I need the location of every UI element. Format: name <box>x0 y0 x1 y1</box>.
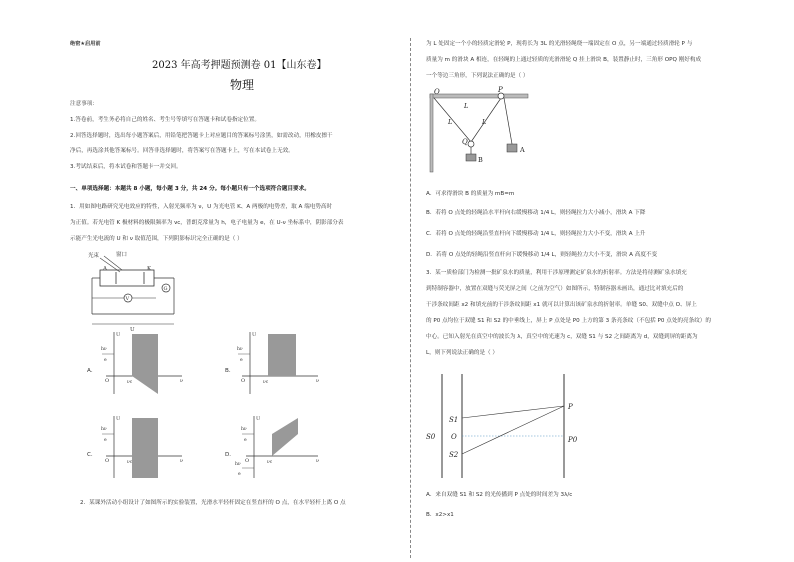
svg-text:A: A <box>520 146 525 154</box>
svg-text:e: e <box>244 438 247 443</box>
q1-line: 示能产生光电流的 U 和 ν 取值范围，下列阴影标识完全正确的是（ ） <box>70 236 243 242</box>
q3-option-a[interactable]: A．来自双缝 S1 和 S2 的光传播到 P 点处的时间差为 3λ/c <box>426 492 573 498</box>
svg-text:νc: νc <box>263 380 269 385</box>
svg-text:e: e <box>240 358 243 363</box>
svg-text:Q: Q <box>462 138 468 146</box>
svg-text:hν: hν <box>241 427 247 432</box>
svg-text:hν: hν <box>235 462 241 467</box>
notes-heading: 注意事项： <box>70 101 98 107</box>
q1-line: 为正值。若光电管 K 极材料的极限频率为 νc，普朗克常量为 h，电子电量为 e，在 U-ν 坐标系中，阴影部分表 <box>70 220 344 226</box>
svg-text:O: O <box>105 378 110 384</box>
svg-text:ν: ν <box>180 458 184 464</box>
q2-option-a[interactable]: A．可求得滑块 B 的质量为 mB=m <box>426 191 515 197</box>
svg-text:O: O <box>451 433 457 441</box>
q2-option-d[interactable]: D．若将 O 点处的轻绳沿竖直杆向下缓慢移动 1/4 L，则轻绳拉力大小不变，滑块 A 高度不变 <box>426 252 658 258</box>
svg-text:O: O <box>105 458 110 464</box>
q1-graph-d[interactable] <box>232 412 322 482</box>
q2-option-b[interactable]: B．若将 O 点处的轻绳沿水平杆向右缓慢移动 1/4 L，则轻绳拉力大小减小，滑块 A 下降 <box>426 210 646 216</box>
svg-text:U: U <box>116 332 121 338</box>
svg-text:ν: ν <box>316 458 320 464</box>
svg-text:e: e <box>104 358 107 363</box>
note-item: 3.考试结束后，将本试卷和答题卡一并交回。 <box>70 164 182 170</box>
q1-line: 1．用如图电路研究光电效应的特性，入射光频率为 ν，U 为光电管 K、A 两极的电势差，取 A 端电势高时 <box>70 204 333 210</box>
svg-text:O: O <box>245 458 250 464</box>
section-heading: 一、单项选择题：本题共 8 小题，每小题 3 分，共 24 分。每小题只有一个选项符合题目要求。 <box>70 186 310 192</box>
svg-text:U: U <box>256 416 261 422</box>
q2-option-c[interactable]: C．若将 O 点处的轻绳沿竖直杆向下缓慢移动 1/4 L，则轻绳拉力大小不变，滑块 A 上升 <box>426 231 646 237</box>
q2-line: 质量为 m 的滑块 A 相连，在轻绳的上通过轻质的光滑滑轮 Q 挂上滑块 B，装置静止时，三角形 OPQ 刚好构成 <box>426 57 702 63</box>
svg-text:L: L <box>448 118 453 126</box>
svg-text:P: P <box>568 403 573 411</box>
q1-graph-b[interactable] <box>232 328 322 398</box>
svg-text:O: O <box>434 88 440 96</box>
column-divider <box>410 38 411 558</box>
q2-line: 一个等边三角形，下列说法正确的是（ ） <box>426 73 529 79</box>
svg-text:B: B <box>478 156 483 164</box>
label-light: 光束 <box>88 253 100 259</box>
svg-text:L: L <box>482 118 487 126</box>
secret-label: 绝密★启用前 <box>70 41 101 47</box>
subject-title: 物理 <box>230 78 255 92</box>
label-k: K <box>147 266 152 272</box>
svg-text:νc: νc <box>127 460 133 465</box>
q3-line: 到特制容器中，放置在双缝与荧光屏之间（之前为空气）如图所示，特制容器未画出，通过比对填充后的 <box>426 286 684 292</box>
q1-option-b[interactable]: B． <box>225 368 235 374</box>
svg-text:P: P <box>498 86 503 94</box>
svg-text:e: e <box>238 472 241 477</box>
svg-text:U: U <box>252 332 257 338</box>
svg-text:P0: P0 <box>568 436 578 444</box>
q3-line: L，则下列说法正确的是（ ） <box>426 350 499 356</box>
q3-double-slit-figure <box>424 372 604 482</box>
svg-text:hν: hν <box>101 347 107 352</box>
svg-text:L: L <box>464 102 469 110</box>
q3-line: 干涉条纹间距 x2 和填充前的干涉条纹间距 x1 就可以计算出该矿泉水的折射率。单缝 S0、双缝中点 O、屏上 <box>426 302 697 308</box>
svg-text:hν: hν <box>101 427 107 432</box>
svg-text:e: e <box>104 438 107 443</box>
q1-circuit-figure <box>86 248 186 332</box>
svg-text:U: U <box>116 416 121 422</box>
label-v: V <box>125 296 130 302</box>
q1-option-c[interactable]: C． <box>87 452 97 458</box>
label-window: 窗口 <box>116 252 128 258</box>
note-item: 1.答卷前，考生务必将自己的姓名、考生号等填写在答题卡和试卷指定位置。 <box>70 117 260 123</box>
svg-text:S0: S0 <box>426 433 436 441</box>
q3-option-b[interactable]: B．x2>x1 <box>426 512 454 518</box>
q3-line: 中心。已知入射光在真空中的波长为 λ，真空中的光速为 c，双缝 S1 与 S2 之间距离为 d，双缝到屏的距离为 <box>426 334 698 340</box>
label-u: U <box>130 327 135 332</box>
q3-line: 3．某一质检部门为检测一批矿泉水的质量，利用干涉原理测定矿泉水的折射率。方法是将待测矿泉水填充 <box>426 270 687 276</box>
svg-text:ν: ν <box>180 378 184 384</box>
svg-text:νc: νc <box>267 460 273 465</box>
svg-text:hν: hν <box>237 347 243 352</box>
exam-title: 2023 年高考押题预测卷 01【山东卷】 <box>152 60 327 71</box>
svg-text:O: O <box>241 378 246 384</box>
note-item: 净后，再选涂其他答案标号。回答非选择题时，将答案写在答题卡上，写在本试卷上无效。 <box>70 148 294 154</box>
label-g: G <box>163 286 168 292</box>
q2-pulley-figure <box>424 86 534 176</box>
q1-graph-a[interactable] <box>96 328 186 398</box>
svg-text:S2: S2 <box>449 451 459 459</box>
label-a: A <box>103 266 107 272</box>
q1-graph-c[interactable] <box>96 412 186 482</box>
q1-option-d[interactable]: D． <box>225 452 235 458</box>
q2-first-line: 2．某课外活动小组设计了如图所示的实验装置，光滑水平轻杆固定在竖直杆的 O 点，在水平轻杆上离 O 点 <box>80 500 346 506</box>
svg-text:νc: νc <box>127 380 133 385</box>
q1-option-a[interactable]: A． <box>87 368 97 374</box>
svg-text:S1: S1 <box>449 416 459 424</box>
svg-text:ν: ν <box>316 378 320 384</box>
q2-line: 为 L 处固定一个小的轻质定滑轮 P，现将长为 3L 的光滑轻绳绕一端固定在 O 点，另一端通过轻质滑轮 P 与 <box>426 41 693 47</box>
right-column <box>418 0 794 562</box>
q3-line: 的 P0 点均位于双缝 S1 和 S2 的中垂线上，屏上 P 点处是 P0 上方的第 3 条亮条纹（不包括 P0 点处的亮条纹）的 <box>426 318 711 324</box>
note-item: 2.回答选择题时，选出每小题答案后，用铅笔把答题卡上对应题目的答案标号涂黑，如需改动，用橡皮擦干 <box>70 133 333 139</box>
